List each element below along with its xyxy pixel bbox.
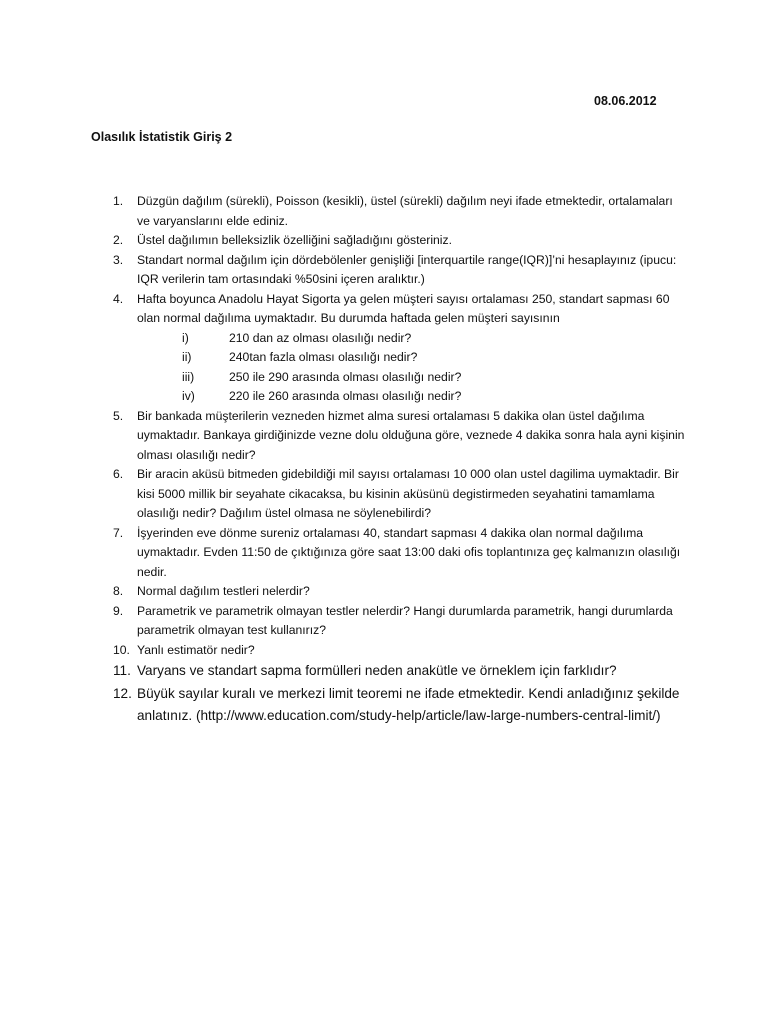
- question-item: [0, 231, 768, 251]
- question-number: 8.: [113, 584, 124, 598]
- sub-question-text: 220 ile 260 arasında olması olasılığı nedir?: [229, 389, 462, 403]
- sub-question-number: iv): [182, 389, 195, 403]
- question-number: 10.: [113, 642, 130, 657]
- question-item: [0, 582, 768, 602]
- sub-question-list: [137, 329, 688, 407]
- question-text: Varyans ve standart sapma formülleri neden anakütle ve örneklem için farklıdır?: [137, 663, 617, 678]
- question-number: 11.: [113, 663, 131, 678]
- question-number: 9.: [113, 603, 124, 618]
- question-item: [0, 465, 768, 524]
- document-title: Olasılık İstatistik Giriş 2: [91, 130, 233, 144]
- question-text: Bir bankada müşterilerin vezneden hizmet alma suresi ortalaması 5 dakika olan üstel dağılıma uymaktadır. Bankaya girdiğinizde vezne dolu olduğuna göre, veznede 4 dakika sonra hala ayni kişinin olması olasılığı nedir?: [137, 408, 685, 462]
- question-text: Bir aracin aküsü bitmeden gidebildiği mil sayısı ortalaması 10 000 olan ustel dagilima uymaktadir. Bir kisi 5000 millik bir seyahate cikacaksa, bu kisinin aküsünü degistirmeden seyahatini tamamlama olasılığı nedir? Dağılım üstel olmasa ne söylenebilirdi?: [137, 467, 679, 520]
- question-item: [0, 251, 768, 290]
- question-text: Hafta boyunca Anadolu Hayat Sigorta ya gelen müşteri sayısı ortalaması 250, standart sapması 60 olan normal dağılıma uymaktadır. Bu durumda haftada gelen müşteri sayısının: [137, 291, 670, 325]
- question-text: Standart normal dağılım için dördebölenler genişliği [interquartile range(IQR)]’ni hesaplayınız (ipucu: IQR verilerin tam ortasındaki %50sini içeren aralıktır.): [137, 252, 677, 286]
- sub-question-item: [0, 387, 688, 407]
- document-date: 08.06.2012: [594, 94, 657, 108]
- sub-question-number: i): [182, 330, 189, 345]
- question-number: 1.: [113, 194, 124, 208]
- question-number: 2.: [113, 233, 124, 247]
- sub-question-number: ii): [182, 350, 192, 364]
- question-item: [0, 683, 768, 728]
- question-text: Parametrik ve parametrik olmayan testler nelerdir? Hangi durumlarda parametrik, hangi durumlarda parametrik olmayan test kullanırız?: [137, 603, 673, 637]
- question-text: Üstel dağılımın belleksizlik özelliğini sağladığını gösteriniz.: [137, 233, 452, 247]
- question-item: [0, 290, 768, 407]
- question-item: [0, 407, 768, 466]
- sub-question-item: [0, 329, 688, 349]
- question-text: Düzgün dağılım (sürekli), Poisson (kesikli), üstel (sürekli) dağılım neyi ifade etmektedir, ortalamaları ve varyanslarını elde ediniz.: [137, 194, 673, 228]
- question-text: İşyerinden eve dönme sureniz ortalaması 40, standart sapması 4 dakika olan normal dağılıma uymaktadır. Evden 11:50 de çıktığınıza göre saat 13:00 daki ofis toplantınıza geç kalmanızın olasılığı nedir.: [137, 525, 681, 579]
- question-item: [0, 524, 768, 583]
- sub-question-item: [0, 368, 688, 388]
- question-item: [0, 602, 768, 641]
- sub-question-text: 250 ile 290 arasında olması olasılığı nedir?: [229, 369, 462, 384]
- sub-question-text: 210 dan az olması olasılığı nedir?: [229, 330, 412, 345]
- question-text: Büyük sayılar kuralı ve merkezi limit teoremi ne ifade etmektedir. Kendi anladığınız şekilde anlatınız. (http://www.education.com/study-help/article/law-large-numbers-central-limit/): [137, 685, 680, 723]
- question-number: 6.: [113, 467, 124, 481]
- question-number: 4.: [113, 291, 124, 306]
- question-item: [0, 192, 768, 231]
- question-item: [0, 660, 768, 683]
- question-item: [0, 641, 768, 661]
- question-number: 12.: [113, 685, 132, 701]
- question-text: Yanlı estimatör nedir?: [137, 642, 255, 657]
- sub-question-number: iii): [182, 369, 195, 384]
- question-list: [0, 192, 768, 728]
- question-number: 3.: [113, 252, 124, 267]
- sub-question-text: 240tan fazla olması olasılığı nedir?: [229, 350, 418, 364]
- sub-question-item: [0, 348, 688, 368]
- question-number: 7.: [113, 525, 124, 540]
- question-number: 5.: [113, 408, 124, 423]
- question-text: Normal dağılım testleri nelerdir?: [137, 584, 310, 598]
